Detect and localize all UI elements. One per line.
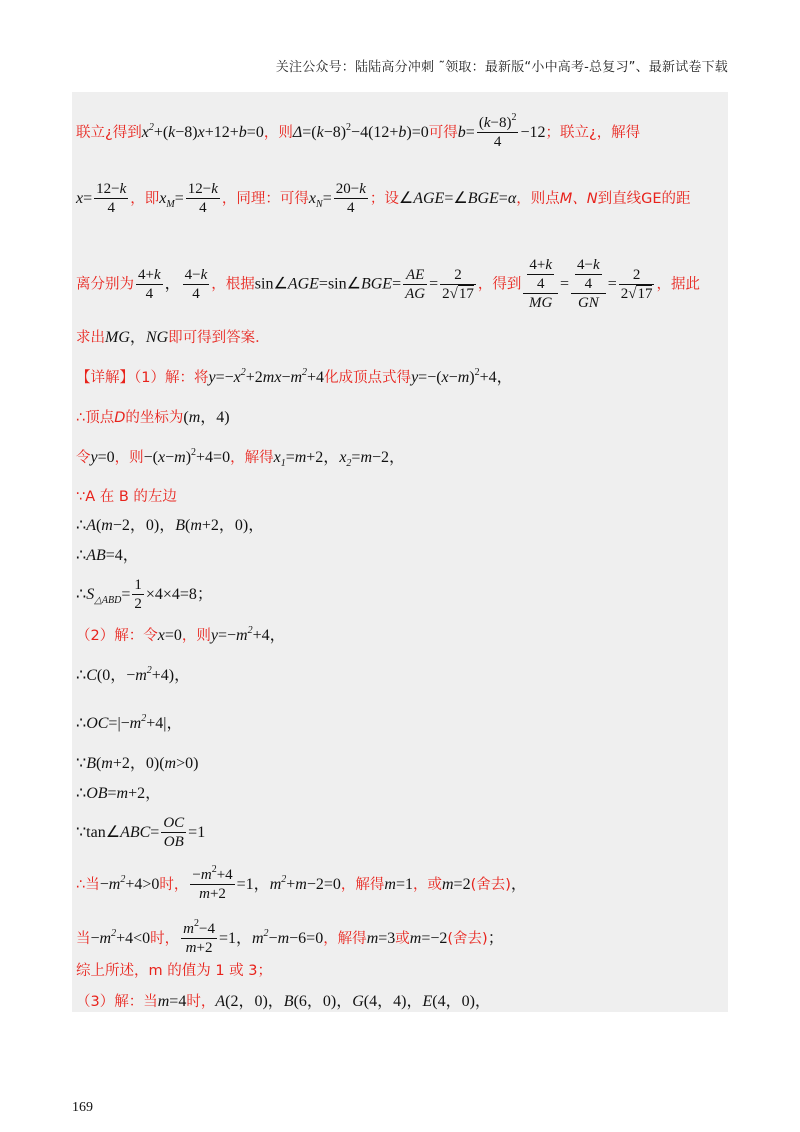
detail-line-6: ∴AB=4， <box>76 547 139 564</box>
page-header: 关注公众号：陆陆高分冲刺 ˜领取：最新版“小中高考-总复习”、最新试卷下载 <box>275 60 728 75</box>
analysis-line-1: 联立¿得到$x^2+(k-8)x+12+b=0$，则$\Delta=(k-8)^2-4(12+b)=0$可得b= $\frac{(k-8)^2}{4}$ −12；联立¿，解得 <box>76 112 641 150</box>
detail-line-1: 【详解】（1）解：将$y=-x^2+2mx-m^2+4$化成顶点式得$y=-(x-m)^2+4$， <box>76 367 513 386</box>
page-number: 169 <box>72 1100 93 1115</box>
detail-line-11: ∵B(m+2，0)(m>0) <box>76 755 199 772</box>
detail-line-17: （3）解：当m=4时，A(2，0)，B(6，0)，G(4，4)，E(4，0)， <box>76 993 491 1010</box>
analysis-line-2: x= $\frac{12-k}{4}$ ，即$x_M=$ $\frac{12-k}{4}$ ，同理：可得$x_N=$ $\frac{20-k}{4}$ ；设∠AGE=∠BGE=α，则点M、N到直线GE的距 <box>76 181 691 216</box>
detail-line-2: ∴顶点D的坐标为(m，4) <box>76 409 230 426</box>
detail-line-9: ∴C(0，$-m^2+4$)， <box>76 665 191 684</box>
detail-line-4: ∵A 在 B 的左边 <box>76 489 177 505</box>
detail-line-15: 当$-m^2+4<0$时， $\frac{m^2-4}{m+2}$ =1，$m^2-m-6=0$，解得m=3或m=−2(舍去)； <box>76 918 504 956</box>
detail-line-12: ∴OB=m+2， <box>76 785 162 802</box>
detail-line-3: 令y=0，则$-(x-m)^2+4=0$，解得$x_1=m+2$，$x_2=m-2$， <box>76 447 406 469</box>
detail-line-7: $\therefore S_{\triangle ABD}=$ $\frac{1}{2}$ ×4×4=8； <box>76 577 213 612</box>
detail-line-14: ∴当$-m^2+4>0$时， $\frac{-m^2+4}{m+2}$ =1，$m^2+m-2=0$，解得m=1，或m=2(舍去)， <box>76 864 527 902</box>
analysis-line-4: 求出MG，NG即可得到答案． <box>76 329 270 346</box>
detail-line-13: ∵tan∠ABC= $\frac{OC}{OB}$ =1 <box>76 815 206 850</box>
detail-line-8: （2）解：令x=0，则$y=-m^2+4$， <box>76 625 286 644</box>
analysis-line-3: 离分别为 $\frac{4+k}{4}$ ， $\frac{4-k}{4}$ ，根据sin∠AGE=sin∠BGE= $\frac{AE}{AG}$ = $\frac{2}{2√17}$ ，得到 $\frac{\frac{4+k}{4}}{MG}$ = $\frac{\frac{4-k}{4}}{GN}$ = $\frac{2}{2√17}$ ，据此 <box>76 257 700 311</box>
detail-line-5: ∴A(m−2，0)，B(m+2，0)， <box>76 517 265 534</box>
detail-line-16: 综上所述，m 的值为 1 或 3； <box>76 963 273 979</box>
detail-line-10: $\therefore OC=|-m^2+4|$， <box>76 713 183 732</box>
